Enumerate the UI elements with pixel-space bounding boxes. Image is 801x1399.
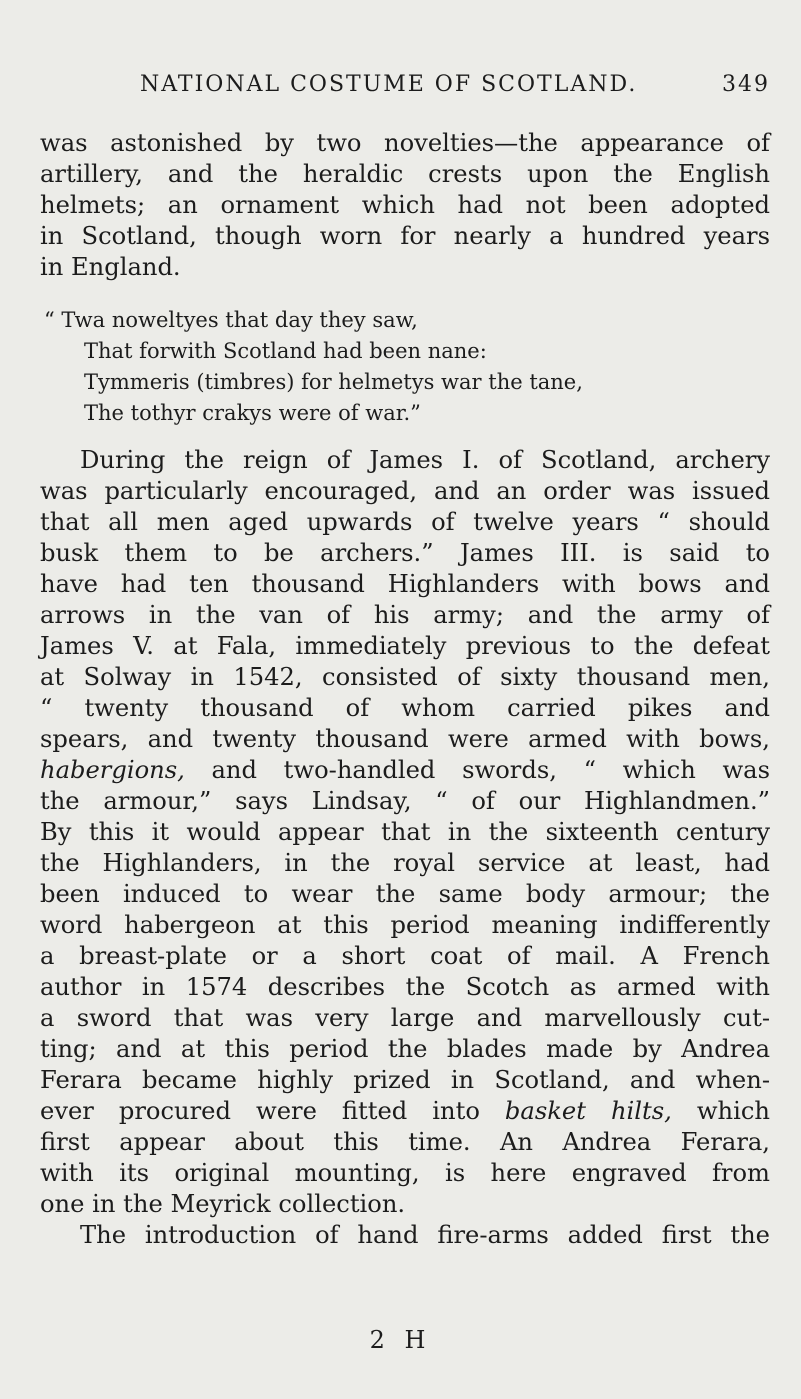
verse-line: “ Twa noweltyes that day they saw,	[44, 308, 418, 332]
text-run: ever procured were fitted into	[40, 1097, 505, 1125]
text-line: author in 1574 describes the Scotch as armed with	[40, 973, 770, 1001]
paragraph-3	[40, 1220, 770, 1251]
text-line: During the reign of James I. of Scotland, archery	[80, 446, 770, 474]
text-line: ting; and at this period the blades made by Andrea	[40, 1035, 770, 1063]
text-line: was astonished by two novelties—the appearance of	[40, 129, 770, 157]
signature-mark: 2 H	[369, 1326, 432, 1354]
text-line: one in the Meyrick collection.	[40, 1190, 406, 1218]
text-line: that all men aged upwards of twelve years “ should	[40, 508, 770, 536]
text-line: been induced to wear the same body armour; the	[40, 880, 770, 908]
text-line: in England.	[40, 253, 181, 281]
text-run: and two-handled swords, “ which was	[184, 756, 770, 784]
verse-quotation	[40, 305, 770, 429]
text-line	[40, 755, 770, 786]
italic-term: basket hilts,	[504, 1097, 672, 1125]
paragraph-2	[40, 445, 770, 1220]
text-line: have had ten thousand Highlanders with bows and	[40, 570, 770, 598]
verse-line: Tymmeris (timbres) for helmetys war the tane,	[84, 370, 583, 394]
text-line: in Scotland, though worn for nearly a hundred years	[40, 222, 770, 250]
verse-line: That forwith Scotland had been nane:	[84, 339, 487, 363]
text-line: Ferara became highly prized in Scotland, and when-	[40, 1066, 770, 1094]
text-line	[40, 1096, 770, 1127]
text-line: artillery, and the heraldic crests upon the English	[40, 160, 770, 188]
text-line: with its original mounting, is here engraved from	[40, 1159, 770, 1187]
running-head	[140, 72, 780, 112]
text-line: first appear about this time. An Andrea Ferara,	[40, 1128, 770, 1156]
text-line: a sword that was very large and marvellously cut-	[40, 1004, 770, 1032]
text-line: “ twenty thousand of whom carried pikes and	[40, 694, 770, 722]
text-line: busk them to be archers.” James III. is said to	[40, 539, 770, 567]
text-line: the Highlanders, in the royal service at least, had	[40, 849, 770, 877]
text-line: word habergeon at this period meaning indifferently	[40, 911, 770, 939]
text-line: was particularly encouraged, and an order was issued	[40, 477, 770, 505]
body-text	[40, 128, 770, 1251]
text-line: By this it would appear that in the sixteenth century	[40, 818, 770, 846]
paragraph-1	[40, 128, 770, 283]
text-line: helmets; an ornament which had not been adopted	[40, 191, 770, 219]
text-line: the armour,” says Lindsay, “ of our Highlandmen.”	[40, 787, 770, 815]
page-number: 349	[722, 72, 770, 97]
italic-term: habergions,	[40, 756, 185, 784]
text-line: a breast-plate or a short coat of mail. A French	[40, 942, 770, 970]
text-line: The introduction of hand fire-arms added first the	[80, 1221, 770, 1249]
text-line: at Solway in 1542, consisted of sixty thousand men,	[40, 663, 770, 691]
text-line: James V. at Fala, immediately previous to the defeat	[40, 632, 770, 660]
running-head-title: NATIONAL COSTUME OF SCOTLAND.	[140, 72, 638, 97]
text-line: spears, and twenty thousand were armed with bows,	[40, 725, 770, 753]
verse-line: The tothyr crakys were of war.”	[84, 401, 421, 425]
text-run: which	[671, 1097, 770, 1125]
text-line: arrows in the van of his army; and the army of	[40, 601, 770, 629]
